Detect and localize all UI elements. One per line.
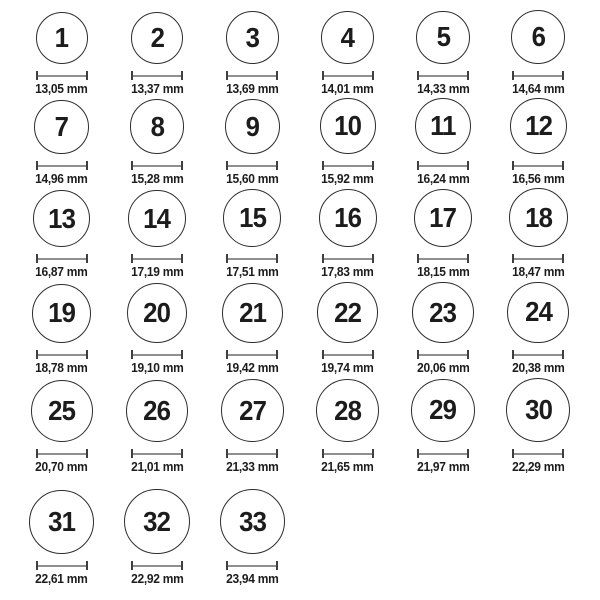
dimension-tick-right bbox=[86, 254, 88, 263]
ring-circle bbox=[130, 99, 185, 154]
ring-circle bbox=[226, 11, 279, 64]
ring-size-number: 6 bbox=[531, 21, 545, 53]
ring-size-item bbox=[205, 99, 300, 191]
diameter-dimension-line bbox=[36, 561, 88, 570]
diameter-dimension-line bbox=[417, 449, 469, 458]
dimension-tick-right bbox=[86, 561, 88, 570]
diameter-dimension-line bbox=[36, 350, 88, 359]
diameter-dimension-line bbox=[131, 254, 183, 263]
diameter-label: 13,69 mm bbox=[226, 82, 279, 97]
dimension-line bbox=[38, 258, 86, 260]
dimension-tick-right bbox=[372, 71, 374, 80]
diameter-label: 22,29 mm bbox=[512, 460, 565, 475]
ring-size-number: 7 bbox=[54, 110, 69, 142]
dimension-tick-right bbox=[276, 161, 278, 170]
diameter-label: 17,51 mm bbox=[226, 265, 279, 280]
ring-size-item bbox=[14, 100, 109, 191]
dimension-line bbox=[324, 165, 372, 167]
ring-circle bbox=[411, 379, 475, 443]
diameter-label: 15,92 mm bbox=[321, 172, 374, 187]
dimension-line bbox=[38, 354, 86, 356]
ring-size-number: 13 bbox=[48, 202, 76, 234]
dimension-line bbox=[324, 453, 372, 455]
ring-circle bbox=[509, 188, 568, 247]
ring-size-item bbox=[109, 12, 204, 101]
diameter-dimension-line bbox=[36, 254, 88, 263]
diameter-label: 20,70 mm bbox=[35, 460, 88, 475]
ring-circle bbox=[127, 283, 187, 343]
ring-size-item bbox=[205, 189, 300, 284]
ring-size-item bbox=[205, 379, 300, 479]
ring-size-number: 31 bbox=[48, 505, 76, 537]
ring-size-item bbox=[491, 378, 586, 479]
dimension-tick-right bbox=[86, 350, 88, 359]
diameter-label: 18,15 mm bbox=[416, 265, 470, 280]
diameter-label: 14,01 mm bbox=[321, 82, 374, 97]
ring-size-item bbox=[300, 282, 395, 380]
dimension-line bbox=[419, 165, 467, 167]
diameter-dimension-line bbox=[226, 350, 278, 359]
diameter-label: 18,78 mm bbox=[35, 361, 88, 376]
dimension-tick-right bbox=[181, 561, 183, 570]
ring-size-number: 2 bbox=[150, 22, 164, 54]
diameter-dimension-line bbox=[36, 71, 88, 80]
ring-size-number: 16 bbox=[334, 202, 362, 234]
diameter-label: 16,87 mm bbox=[35, 265, 88, 280]
dimension-line bbox=[228, 258, 276, 260]
dimension-tick-right bbox=[86, 161, 88, 170]
ring-circle bbox=[317, 282, 378, 343]
diameter-dimension-line bbox=[417, 350, 469, 359]
dimension-line bbox=[228, 354, 276, 356]
chart-row bbox=[14, 191, 586, 284]
ring-size-item bbox=[395, 189, 490, 284]
ring-size-number: 33 bbox=[238, 505, 266, 537]
chart-row bbox=[14, 101, 586, 191]
chart-row bbox=[14, 13, 586, 101]
chart-row bbox=[14, 284, 586, 380]
ring-size-number: 19 bbox=[48, 297, 76, 329]
ring-size-number: 24 bbox=[524, 296, 552, 328]
dimension-line bbox=[38, 453, 86, 455]
ring-size-number: 15 bbox=[238, 202, 266, 234]
dimension-line bbox=[133, 165, 181, 167]
ring-circle bbox=[319, 189, 377, 247]
ring-size-number: 22 bbox=[334, 296, 362, 328]
ring-size-number: 32 bbox=[143, 505, 171, 537]
diameter-dimension-line bbox=[417, 161, 469, 170]
diameter-label: 13,05 mm bbox=[35, 82, 88, 97]
dimension-line bbox=[514, 75, 562, 77]
diameter-label: 20,38 mm bbox=[512, 361, 565, 376]
ring-size-number: 21 bbox=[238, 297, 266, 329]
chart-row bbox=[14, 380, 586, 479]
diameter-label: 22,61 mm bbox=[35, 572, 88, 587]
diameter-label: 20,06 mm bbox=[416, 361, 470, 376]
dimension-line bbox=[419, 258, 467, 260]
dimension-tick-right bbox=[181, 254, 183, 263]
dimension-tick-right bbox=[86, 71, 88, 80]
dimension-line bbox=[38, 75, 86, 77]
ring-size-number: 20 bbox=[143, 297, 171, 329]
diameter-dimension-line bbox=[226, 161, 278, 170]
ring-circle bbox=[320, 98, 376, 154]
dimension-line bbox=[133, 75, 181, 77]
dimension-tick-right bbox=[86, 449, 88, 458]
ring-size-number: 23 bbox=[429, 296, 457, 328]
diameter-dimension-line bbox=[131, 449, 183, 458]
diameter-dimension-line bbox=[226, 71, 278, 80]
dimension-tick-right bbox=[276, 350, 278, 359]
diameter-label: 15,28 mm bbox=[130, 172, 184, 187]
diameter-dimension-line bbox=[36, 449, 88, 458]
ring-size-number: 29 bbox=[429, 394, 457, 426]
ring-circle bbox=[124, 489, 189, 554]
ring-size-number: 9 bbox=[245, 110, 260, 142]
ring-size-number: 1 bbox=[54, 22, 69, 54]
ring-circle bbox=[511, 10, 565, 64]
ring-size-item bbox=[109, 190, 204, 284]
ring-circle bbox=[34, 100, 89, 155]
diameter-label: 16,56 mm bbox=[512, 172, 565, 187]
dimension-tick-right bbox=[181, 449, 183, 458]
ring-circle bbox=[32, 284, 92, 344]
diameter-dimension-line bbox=[417, 254, 469, 263]
dimension-tick-right bbox=[181, 350, 183, 359]
dimension-line bbox=[133, 354, 181, 356]
ring-size-number: 25 bbox=[48, 395, 76, 427]
ring-size-item bbox=[14, 284, 109, 380]
ring-circle bbox=[415, 98, 471, 154]
ring-circle bbox=[128, 190, 185, 247]
diameter-label: 15,60 mm bbox=[226, 172, 279, 187]
ring-size-number: 10 bbox=[334, 110, 362, 142]
ring-size-number: 5 bbox=[436, 21, 450, 53]
diameter-dimension-line bbox=[322, 449, 374, 458]
ring-circle bbox=[29, 490, 94, 555]
ring-size-number: 3 bbox=[245, 21, 260, 53]
ring-size-item bbox=[109, 283, 204, 380]
ring-size-item bbox=[491, 10, 586, 101]
dimension-line bbox=[228, 165, 276, 167]
dimension-tick-right bbox=[562, 161, 564, 170]
ring-circle bbox=[416, 11, 470, 65]
ring-circle bbox=[126, 380, 189, 443]
ring-circle bbox=[321, 11, 374, 64]
dimension-tick-right bbox=[181, 161, 183, 170]
ring-size-item bbox=[300, 189, 395, 284]
diameter-label: 21,33 mm bbox=[226, 460, 279, 475]
dimension-tick-right bbox=[562, 449, 564, 458]
dimension-tick-right bbox=[467, 254, 469, 263]
diameter-dimension-line bbox=[322, 350, 374, 359]
dimension-line bbox=[38, 165, 86, 167]
dimension-tick-right bbox=[562, 350, 564, 359]
ring-size-item bbox=[205, 11, 300, 101]
diameter-label: 14,64 mm bbox=[512, 82, 565, 97]
dimension-tick-right bbox=[467, 449, 469, 458]
dimension-line bbox=[133, 258, 181, 260]
diameter-dimension-line bbox=[322, 254, 374, 263]
diameter-label: 19,42 mm bbox=[226, 361, 279, 376]
diameter-dimension-line bbox=[512, 254, 564, 263]
dimension-tick-right bbox=[276, 449, 278, 458]
ring-size-number: 18 bbox=[524, 201, 552, 233]
dimension-line bbox=[228, 565, 276, 567]
diameter-label: 19,10 mm bbox=[130, 361, 184, 376]
diameter-label: 16,24 mm bbox=[416, 172, 470, 187]
ring-circle bbox=[222, 283, 282, 343]
ring-size-item bbox=[14, 380, 109, 479]
ring-size-item bbox=[205, 283, 300, 380]
dimension-tick-right bbox=[372, 350, 374, 359]
dimension-line bbox=[38, 565, 86, 567]
ring-circle bbox=[221, 379, 284, 442]
ring-size-number: 14 bbox=[143, 202, 171, 234]
dimension-line bbox=[514, 165, 562, 167]
ring-circle bbox=[223, 189, 281, 247]
ring-size-item bbox=[300, 98, 395, 191]
ring-circle bbox=[33, 190, 90, 247]
ring-size-number: 28 bbox=[334, 394, 362, 426]
ring-size-item bbox=[300, 11, 395, 101]
ring-circle bbox=[220, 489, 285, 554]
dimension-line bbox=[419, 453, 467, 455]
diameter-dimension-line bbox=[131, 350, 183, 359]
dimension-line bbox=[419, 75, 467, 77]
dimension-line bbox=[324, 75, 372, 77]
diameter-dimension-line bbox=[512, 350, 564, 359]
ring-size-item bbox=[395, 11, 490, 101]
diameter-label: 14,33 mm bbox=[416, 82, 470, 97]
diameter-label: 17,19 mm bbox=[130, 265, 184, 280]
chart-row bbox=[14, 479, 586, 591]
diameter-label: 14,96 mm bbox=[35, 172, 88, 187]
dimension-line bbox=[514, 354, 562, 356]
ring-size-number: 26 bbox=[143, 395, 171, 426]
ring-circle bbox=[316, 379, 379, 442]
diameter-label: 21,65 mm bbox=[321, 460, 374, 475]
diameter-label: 19,74 mm bbox=[321, 361, 374, 376]
dimension-line bbox=[514, 258, 562, 260]
dimension-line bbox=[228, 75, 276, 77]
diameter-label: 18,47 mm bbox=[512, 265, 565, 280]
ring-size-item bbox=[109, 99, 204, 191]
diameter-dimension-line bbox=[131, 561, 183, 570]
ring-size-item bbox=[205, 489, 300, 591]
ring-circle bbox=[510, 98, 567, 155]
ring-circle bbox=[31, 380, 93, 442]
ring-circle bbox=[412, 282, 473, 343]
ring-size-item bbox=[109, 489, 204, 591]
ring-size-item bbox=[491, 98, 586, 191]
diameter-label: 17,83 mm bbox=[321, 265, 374, 280]
diameter-label: 13,37 mm bbox=[130, 82, 184, 97]
diameter-dimension-line bbox=[512, 161, 564, 170]
ring-circle bbox=[414, 189, 473, 248]
dimension-line bbox=[324, 258, 372, 260]
ring-circle bbox=[131, 12, 183, 64]
dimension-line bbox=[514, 453, 562, 455]
ring-circle bbox=[507, 282, 569, 344]
ring-size-number: 27 bbox=[238, 394, 266, 426]
ring-size-item bbox=[14, 490, 109, 591]
ring-circle bbox=[36, 12, 88, 64]
ring-size-number: 30 bbox=[524, 394, 552, 426]
ring-size-item bbox=[491, 282, 586, 380]
dimension-tick-right bbox=[372, 449, 374, 458]
diameter-dimension-line bbox=[226, 254, 278, 263]
diameter-dimension-line bbox=[512, 71, 564, 80]
dimension-tick-right bbox=[372, 161, 374, 170]
diameter-dimension-line bbox=[131, 71, 183, 80]
ring-size-number: 11 bbox=[430, 110, 456, 142]
diameter-label: 22,92 mm bbox=[130, 572, 184, 587]
ring-size-number: 17 bbox=[429, 201, 457, 233]
ring-circle bbox=[506, 378, 570, 442]
dimension-tick-right bbox=[467, 350, 469, 359]
dimension-tick-right bbox=[276, 254, 278, 263]
diameter-dimension-line bbox=[226, 449, 278, 458]
dimension-tick-right bbox=[467, 71, 469, 80]
diameter-dimension-line bbox=[36, 161, 88, 170]
dimension-line bbox=[324, 354, 372, 356]
diameter-dimension-line bbox=[417, 71, 469, 80]
diameter-dimension-line bbox=[322, 71, 374, 80]
dimension-line bbox=[228, 453, 276, 455]
dimension-tick-right bbox=[372, 254, 374, 263]
ring-circle bbox=[225, 99, 280, 154]
ring-size-item bbox=[395, 98, 490, 191]
diameter-dimension-line bbox=[226, 561, 278, 570]
dimension-line bbox=[133, 453, 181, 455]
dimension-tick-right bbox=[467, 161, 469, 170]
ring-size-item bbox=[395, 282, 490, 380]
dimension-tick-right bbox=[276, 561, 278, 570]
ring-size-item bbox=[109, 380, 204, 479]
dimension-line bbox=[133, 565, 181, 567]
dimension-tick-right bbox=[562, 254, 564, 263]
diameter-dimension-line bbox=[322, 161, 374, 170]
ring-size-number: 4 bbox=[340, 21, 355, 53]
dimension-tick-right bbox=[562, 71, 564, 80]
ring-size-number: 8 bbox=[150, 110, 164, 142]
dimension-tick-right bbox=[181, 71, 183, 80]
diameter-dimension-line bbox=[131, 161, 183, 170]
diameter-dimension-line bbox=[512, 449, 564, 458]
ring-size-item bbox=[300, 379, 395, 479]
ring-size-item bbox=[491, 188, 586, 284]
ring-size-item bbox=[395, 379, 490, 480]
diameter-label: 21,01 mm bbox=[130, 460, 184, 475]
ring-size-number: 12 bbox=[524, 109, 552, 141]
dimension-line bbox=[419, 354, 467, 356]
dimension-tick-right bbox=[276, 71, 278, 80]
ring-size-item bbox=[14, 190, 109, 284]
diameter-label: 23,94 mm bbox=[226, 572, 279, 587]
diameter-label: 21,97 mm bbox=[416, 460, 470, 475]
ring-size-item bbox=[14, 12, 109, 101]
